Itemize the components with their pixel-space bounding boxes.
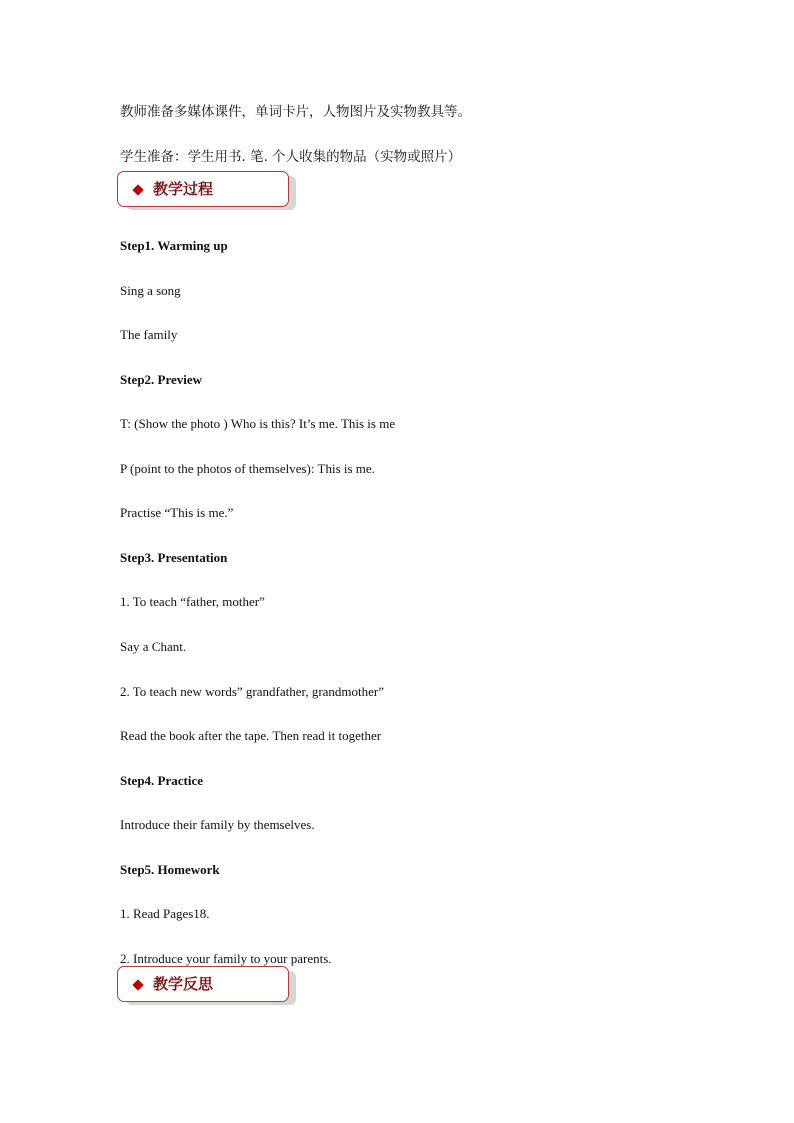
step1-line: Sing a song [120, 283, 181, 298]
step2-heading: Step2. Preview [120, 372, 203, 387]
diamond-bullet-icon [132, 979, 143, 990]
step2-line: P (point to the photos of themselves): This is me. [120, 461, 375, 476]
diamond-bullet-icon [132, 184, 143, 195]
section-header-teaching-reflection [117, 966, 289, 1002]
step3-line: 2. To teach new words” grandfather, grandmother” [120, 684, 385, 699]
step3-heading: Step3. Presentation [120, 550, 228, 565]
step1-heading: Step1. Warming up [120, 238, 228, 253]
step2-line: T: (Show the photo ) Who is this? It’s me. This is me [120, 416, 396, 431]
section-title: 教学反思 [153, 975, 214, 993]
step5-line: 1. Read Pages18. [120, 906, 210, 921]
step2-line: Practise “This is me.” [120, 505, 234, 520]
section-title: 教学过程 [153, 180, 214, 198]
step5-line: 2. Introduce your family to your parents. [120, 951, 332, 966]
step3-line: Read the book after the tape. Then read it together [120, 728, 382, 743]
student-preparation: 学生准备：学生用书. 笔. 个人收集的物品（实物或照片） [120, 149, 462, 165]
step3-line: 1. To teach “father, mother” [120, 594, 265, 609]
step3-line: Say a Chant. [120, 639, 187, 654]
step4-heading: Step4. Practice [120, 773, 204, 788]
teacher-preparation: 教师准备多媒体课件，单词卡片，人物图片及实物教具等。 [120, 104, 471, 120]
step5-heading: Step5. Homework [120, 862, 220, 877]
step1-line: The family [120, 327, 178, 342]
section-header-teaching-process [117, 171, 289, 207]
step4-line: Introduce their family by themselves. [120, 817, 315, 832]
